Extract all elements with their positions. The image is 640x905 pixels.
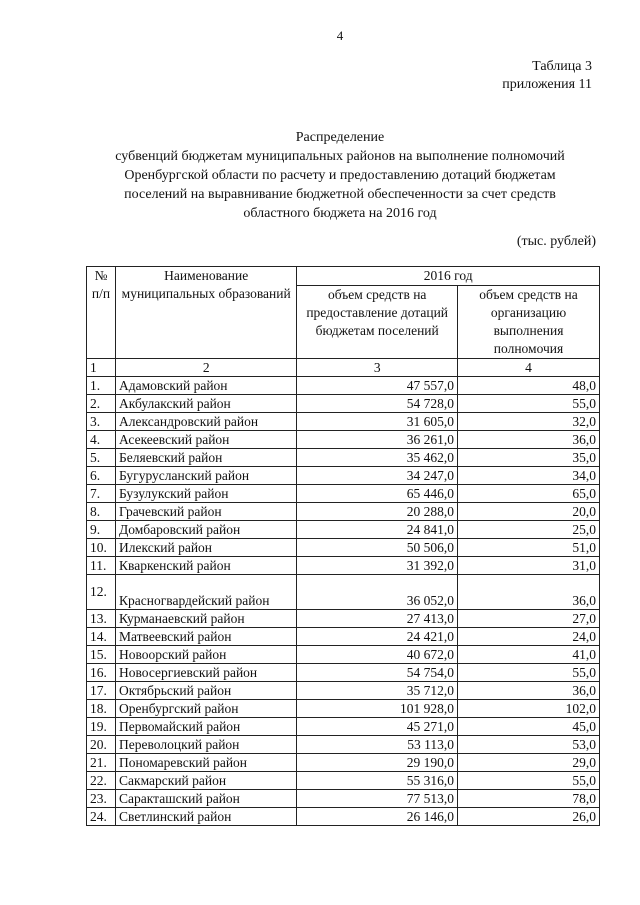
table-row <box>87 610 600 628</box>
table-row <box>87 377 600 395</box>
organization-amount: 55,0 <box>458 395 600 413</box>
table-row <box>87 503 600 521</box>
page-number: 4 <box>336 28 344 43</box>
organization-amount: 41,0 <box>458 646 600 664</box>
subsidy-amount: 26 146,0 <box>297 808 458 826</box>
organization-amount: 24,0 <box>458 628 600 646</box>
row-number: 10. <box>87 539 116 557</box>
table-ref-line-2: приложения 11 <box>502 77 592 92</box>
subsidy-amount: 47 557,0 <box>297 377 458 395</box>
row-number: 8. <box>87 503 116 521</box>
column-number: 2 <box>116 359 297 377</box>
row-number: 4. <box>87 431 116 449</box>
title-line-4: поселений на выравнивание бюджетной обеспеченности за счет средств <box>124 187 556 202</box>
subsidy-amount: 54 728,0 <box>297 395 458 413</box>
subsidy-amount: 20 288,0 <box>297 503 458 521</box>
district-name: Пономаревский район <box>116 754 297 772</box>
table-row <box>87 485 600 503</box>
row-number: 12. <box>87 575 116 610</box>
organization-amount: 45,0 <box>458 718 600 736</box>
table-row <box>87 790 600 808</box>
organization-amount: 55,0 <box>458 664 600 682</box>
subsidy-amount: 24 421,0 <box>297 628 458 646</box>
subsidy-amount: 24 841,0 <box>297 521 458 539</box>
organization-amount: 25,0 <box>458 521 600 539</box>
row-number: 14. <box>87 628 116 646</box>
subsidy-amount: 54 754,0 <box>297 664 458 682</box>
organization-amount: 102,0 <box>458 700 600 718</box>
district-name: Светлинский район <box>116 808 297 826</box>
table-row <box>87 646 600 664</box>
district-name: Октябрьский район <box>116 682 297 700</box>
table-row <box>87 449 600 467</box>
organization-amount: 36,0 <box>458 575 600 610</box>
district-name: Илекский район <box>116 539 297 557</box>
row-number: 15. <box>87 646 116 664</box>
district-name: Акбулакский район <box>116 395 297 413</box>
district-name: Новоорский район <box>116 646 297 664</box>
header-col3: объем средств на предоставление дотаций бюджетам поселений <box>297 286 458 359</box>
district-name: Переволоцкий район <box>116 736 297 754</box>
subsidy-amount: 36 261,0 <box>297 431 458 449</box>
table-ref-line-1: Таблица 3 <box>532 59 592 74</box>
row-number: 11. <box>87 557 116 575</box>
organization-amount: 55,0 <box>458 772 600 790</box>
row-number: 18. <box>87 700 116 718</box>
district-name: Бузулукский район <box>116 485 297 503</box>
column-numbers-row <box>87 359 600 377</box>
organization-amount: 34,0 <box>458 467 600 485</box>
subsidy-amount: 27 413,0 <box>297 610 458 628</box>
district-name: Красногвардейский район <box>116 575 297 610</box>
organization-amount: 32,0 <box>458 413 600 431</box>
district-name: Первомайский район <box>116 718 297 736</box>
title-line-1: Распределение <box>295 130 385 145</box>
table-row <box>87 700 600 718</box>
organization-amount: 29,0 <box>458 754 600 772</box>
subsidy-amount: 35 462,0 <box>297 449 458 467</box>
header-name: Наименование муниципальных образований <box>116 267 297 359</box>
subsidy-amount: 55 316,0 <box>297 772 458 790</box>
table-row <box>87 772 600 790</box>
organization-amount: 51,0 <box>458 539 600 557</box>
organization-amount: 36,0 <box>458 431 600 449</box>
table-row <box>87 557 600 575</box>
subsidy-amount: 53 113,0 <box>297 736 458 754</box>
row-number: 22. <box>87 772 116 790</box>
table-row <box>87 718 600 736</box>
table-row <box>87 575 600 610</box>
district-name: Домбаровский район <box>116 521 297 539</box>
row-number: 3. <box>87 413 116 431</box>
subsidy-amount: 36 052,0 <box>297 575 458 610</box>
header-year: 2016 год <box>297 267 600 286</box>
organization-amount: 26,0 <box>458 808 600 826</box>
table-row <box>87 467 600 485</box>
column-number: 4 <box>458 359 600 377</box>
table-row <box>87 413 600 431</box>
table-row <box>87 521 600 539</box>
table-row <box>87 628 600 646</box>
district-name: Оренбургский район <box>116 700 297 718</box>
organization-amount: 27,0 <box>458 610 600 628</box>
district-name: Курманаевский район <box>116 610 297 628</box>
organization-amount: 36,0 <box>458 682 600 700</box>
subsidy-amount: 101 928,0 <box>297 700 458 718</box>
row-number: 23. <box>87 790 116 808</box>
subsidy-amount: 50 506,0 <box>297 539 458 557</box>
units-label: (тыс. рублей) <box>516 234 596 249</box>
row-number: 17. <box>87 682 116 700</box>
row-number: 24. <box>87 808 116 826</box>
table-reference <box>502 58 592 94</box>
row-number: 13. <box>87 610 116 628</box>
row-number: 1. <box>87 377 116 395</box>
district-name: Бугурусланский район <box>116 467 297 485</box>
district-name: Беляевский район <box>116 449 297 467</box>
organization-amount: 31,0 <box>458 557 600 575</box>
district-name: Новосергиевский район <box>116 664 297 682</box>
table-row <box>87 754 600 772</box>
table-row <box>87 682 600 700</box>
row-number: 5. <box>87 449 116 467</box>
organization-amount: 20,0 <box>458 503 600 521</box>
subsidy-amount: 31 392,0 <box>297 557 458 575</box>
organization-amount: 65,0 <box>458 485 600 503</box>
organization-amount: 48,0 <box>458 377 600 395</box>
district-name: Грачевский район <box>116 503 297 521</box>
table-row <box>87 664 600 682</box>
district-name: Александровский район <box>116 413 297 431</box>
district-name: Саракташский район <box>116 790 297 808</box>
row-number: 9. <box>87 521 116 539</box>
district-name: Сакмарский район <box>116 772 297 790</box>
document-title <box>60 128 620 223</box>
title-line-5: областного бюджета на 2016 год <box>243 206 437 221</box>
row-number: 16. <box>87 664 116 682</box>
subsidy-amount: 45 271,0 <box>297 718 458 736</box>
row-number: 6. <box>87 467 116 485</box>
organization-amount: 53,0 <box>458 736 600 754</box>
district-name: Адамовский район <box>116 377 297 395</box>
row-number: 21. <box>87 754 116 772</box>
row-number: 19. <box>87 718 116 736</box>
subsidy-amount: 34 247,0 <box>297 467 458 485</box>
header-col4: объем средств на организацию выполнения полномочия <box>458 286 600 359</box>
row-number: 20. <box>87 736 116 754</box>
table-row <box>87 395 600 413</box>
column-number: 1 <box>87 359 116 377</box>
column-number: 3 <box>297 359 458 377</box>
subsidy-amount: 35 712,0 <box>297 682 458 700</box>
subsidy-amount: 65 446,0 <box>297 485 458 503</box>
row-number: 2. <box>87 395 116 413</box>
district-name: Кваркенский район <box>116 557 297 575</box>
distribution-table <box>86 266 600 826</box>
table-row <box>87 431 600 449</box>
subsidy-amount: 77 513,0 <box>297 790 458 808</box>
organization-amount: 78,0 <box>458 790 600 808</box>
header-num: № п/п <box>87 267 116 359</box>
title-line-3: Оренбургской области по расчету и предоставлению дотаций бюджетам <box>124 168 556 183</box>
district-name: Матвеевский район <box>116 628 297 646</box>
table-row <box>87 539 600 557</box>
title-line-2: субвенций бюджетам муниципальных районов на выполнение полномочий <box>115 149 565 164</box>
subsidy-amount: 40 672,0 <box>297 646 458 664</box>
row-number: 7. <box>87 485 116 503</box>
header-row-1 <box>87 267 600 286</box>
table-row <box>87 736 600 754</box>
table-row <box>87 808 600 826</box>
subsidy-amount: 31 605,0 <box>297 413 458 431</box>
subsidy-amount: 29 190,0 <box>297 754 458 772</box>
district-name: Асекеевский район <box>116 431 297 449</box>
organization-amount: 35,0 <box>458 449 600 467</box>
